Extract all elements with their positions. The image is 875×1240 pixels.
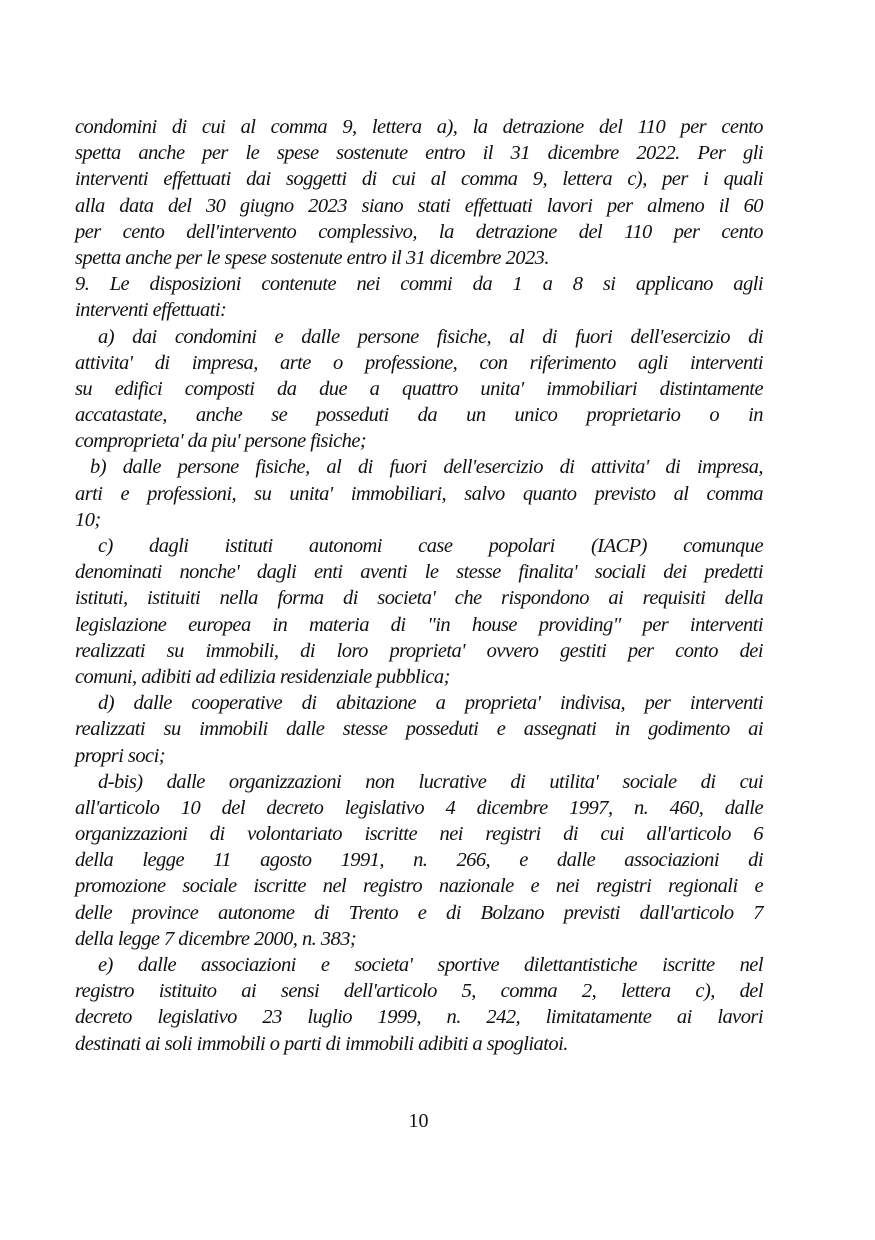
- item-c-start: c) dagli istituti autonomi case popolari (IACP) comunque: [98, 535, 763, 557]
- text-line: della legge 11 agosto 1991, n. 266, e dalle associazioni di: [75, 849, 763, 872]
- page-number: 10: [408, 1110, 429, 1132]
- text-line: per cento dell'intervento complessivo, la detrazione del 110 per cento: [75, 220, 763, 243]
- text-line: organizzazioni di volontariato iscritte nei registri di cui all'articolo 6: [75, 823, 763, 846]
- item-d-bis-start: d-bis) dalle organizzazioni non lucrative di utilita' sociale di cui: [98, 770, 763, 793]
- text-line: destinati ai soli immobili o parti di immobili adibiti a spogliatoi.: [75, 1032, 568, 1055]
- text-line: 10;: [75, 508, 101, 531]
- text-line: decreto legislativo 23 luglio 1999, n. 242, limitatamente ai lavori: [75, 1006, 763, 1029]
- text-line: registro istituito ai sensi dell'articolo 5, comma 2, lettera c), del: [75, 980, 763, 1003]
- text-line: condomini di cui al comma 9, lettera a), la detrazione del 110 per cento: [75, 116, 763, 138]
- document-body: [75, 114, 763, 1057]
- text-line: promozione sociale iscritte nel registro nazionale e nei registri regionali e: [75, 875, 763, 898]
- text-line: comproprieta' da piu' persone fisiche;: [75, 430, 367, 453]
- text-line: denominati nonche' dagli enti aventi le stesse finalita' sociali dei predetti: [75, 561, 763, 584]
- text-line: delle province autonome di Trento e di Bolzano previsti dall'articolo 7: [75, 901, 763, 924]
- item-d-start: d) dalle cooperative di abitazione a proprieta' indivisa, per interventi: [98, 692, 763, 715]
- item-e-start: e) dalle associazioni e societa' sportive dilettantistiche iscritte nel: [98, 954, 763, 976]
- text-line: comuni, adibiti ad edilizia residenziale pubblica;: [75, 665, 450, 688]
- text-line: propri soci;: [75, 744, 166, 767]
- text-line: attivita' di impresa, arte o professione, con riferimento agli interventi: [75, 351, 763, 374]
- text-line: spetta anche per le spese sostenute entro il 31 dicembre 2022. Per gli: [75, 142, 763, 165]
- text-line: legislazione europea in materia di "in house providing" per interventi: [75, 613, 763, 636]
- text-line: della legge 7 dicembre 2000, n. 383;: [75, 927, 357, 950]
- paragraph-9-heading: 9. Le disposizioni contenute nei commi da 1 a 8 si applicano agli: [75, 273, 763, 296]
- text-line: realizzati su immobili, di loro proprieta' ovvero gestiti per conto dei: [75, 639, 763, 662]
- text-line: accatastate, anche se posseduti da un unico proprietario o in: [75, 404, 763, 427]
- text-line: spetta anche per le spese sostenute entro il 31 dicembre 2023.: [75, 246, 549, 269]
- text-line: su edifici composti da due a quattro unita' immobiliari distintamente: [75, 377, 763, 400]
- text-line: interventi effettuati dai soggetti di cui al comma 9, lettera c), per i quali: [75, 168, 763, 191]
- item-b-start: b) dalle persone fisiche, al di fuori dell'esercizio di attivita' di impresa,: [90, 456, 763, 479]
- item-a-start: a) dai condomini e dalle persone fisiche, al di fuori dell'esercizio di: [98, 325, 763, 348]
- text-line: realizzati su immobili dalle stesse posseduti e assegnati in godimento ai: [75, 718, 763, 741]
- text-line: arti e professioni, su unita' immobiliari, salvo quanto previsto al comma: [75, 482, 763, 505]
- text-line: all'articolo 10 del decreto legislativo 4 dicembre 1997, n. 460, dalle: [75, 796, 763, 819]
- text-line: istituti, istituiti nella forma di societa' che rispondono ai requisiti della: [75, 587, 763, 610]
- text-line: alla data del 30 giugno 2023 siano stati effettuati lavori per almeno il 60: [75, 194, 763, 217]
- text-line: interventi effettuati:: [75, 299, 227, 322]
